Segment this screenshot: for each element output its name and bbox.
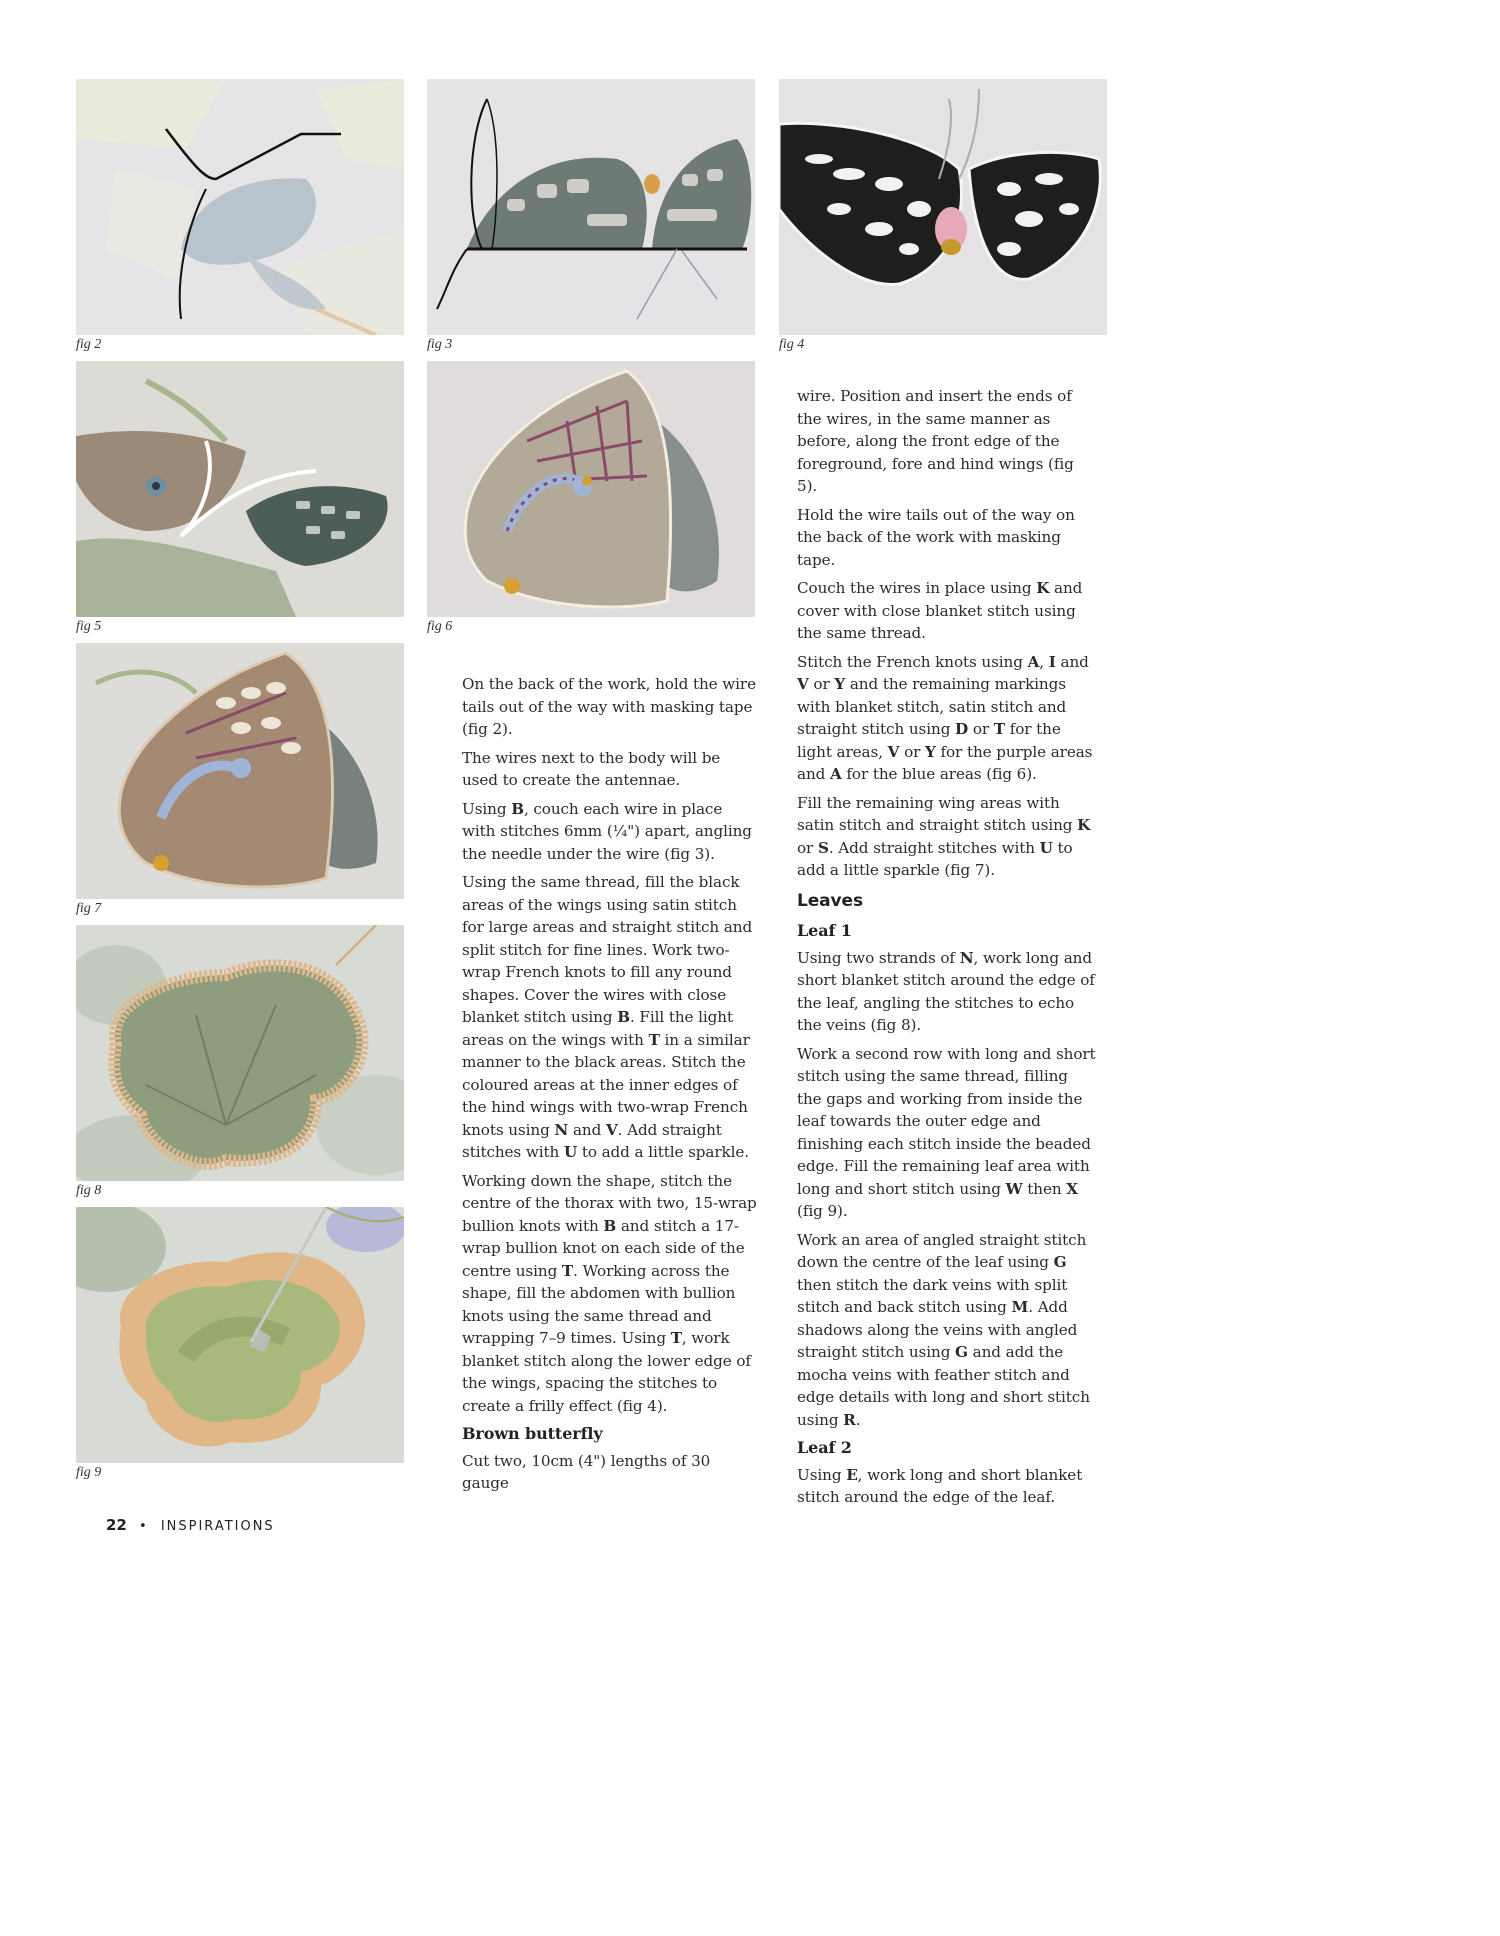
caption-fig5: fig 5 bbox=[76, 619, 102, 634]
fig9-image bbox=[76, 1207, 404, 1463]
caption-fig3: fig 3 bbox=[427, 337, 453, 352]
page-number: 22 bbox=[106, 1516, 127, 1534]
fig8-image bbox=[76, 925, 404, 1181]
paragraph: Using E, work long and short blanket stitch around the edge of the leaf. bbox=[797, 1465, 1083, 1506]
paragraph: Work a second row with long and short stitch using the same thread, filling the gaps and working from inside the leaf towards the outer edge and finishing each stitch inside the beaded edge. Fill the remaining leaf area with long and short stitch using W then X (fig 9). bbox=[797, 1044, 1096, 1220]
fig4-image bbox=[779, 79, 1107, 335]
heading-leaf-2: Leaf 2 bbox=[797, 1438, 852, 1457]
fig5-image bbox=[76, 361, 404, 617]
middle-column bbox=[462, 673, 758, 1501]
fig2-image bbox=[76, 79, 404, 335]
right-column bbox=[797, 385, 1097, 1515]
heading-leaf-1: Leaf 1 bbox=[797, 921, 852, 940]
caption-fig7: fig 7 bbox=[76, 901, 102, 916]
caption-fig9: fig 9 bbox=[76, 1465, 102, 1480]
photo-fig3 bbox=[427, 79, 755, 335]
photo-fig8 bbox=[76, 925, 404, 1181]
paragraph: Working down the shape, stitch the centre of the thorax with two, 15-wrap bullion knots with B and stitch a 17-wrap bullion knot on each side of the centre using T. Working across the shape, fill the abdomen with bullion knots using the same thread and wrapping 7–9 times. Using T, work blanket stitch along the lower edge of the wings, spacing the stitches to create a frilly effect (fig 4). bbox=[462, 1171, 757, 1415]
caption-fig2: fig 2 bbox=[76, 337, 102, 352]
photo-fig4 bbox=[779, 79, 1107, 335]
page-footer bbox=[106, 1516, 275, 1534]
paragraph: Using the same thread, fill the black areas of the wings using satin stitch for large areas and straight stitch and split stitch for fine lines. Work two-wrap French knots to fill any round shapes. Cover the wires with close blanket stitch using B. Fill the light areas on the wings with T in a similar manner to the black areas. Stitch the coloured areas at the inner edges of the hind wings with two-wrap French knots using N and V. Add straight stitches with U to add a little sparkle. bbox=[462, 873, 753, 1161]
paragraph: wire. Position and insert the ends of the wires, in the same manner as before, along the front edge of the foreground, fore and hind wings (fig 5). bbox=[797, 387, 1074, 495]
heading-brown-butterfly: Brown butterfly bbox=[462, 1424, 603, 1443]
fig6-image bbox=[427, 361, 755, 617]
paragraph: The wires next to the body will be used to create the antennae. bbox=[462, 748, 721, 789]
paragraph: Work an area of angled straight stitch down the centre of the leaf using G then stitch the dark veins with split stitch and back stitch using M. Add shadows along the veins with angled straight stitch using G and add the mocha veins with feather stitch and edge details with long and short stitch using R. bbox=[797, 1230, 1090, 1429]
paragraph: Cut two, 10cm (4") lengths of 30 gauge bbox=[462, 1451, 711, 1492]
paragraph: On the back of the work, hold the wire tails out of the way with masking tape (fig 2). bbox=[462, 675, 756, 738]
paragraph: Stitch the French knots using A, I and V or Y and the remaining markings with blanket stitch, satin stitch and straight stitch using D or T for the light areas, V or Y for the purple areas and A for the blue areas (fig 6). bbox=[797, 652, 1093, 783]
photo-fig6 bbox=[427, 361, 755, 617]
fig7-image bbox=[76, 643, 404, 899]
magazine-name: INSPIRATIONS bbox=[160, 1519, 275, 1534]
fig3-image bbox=[427, 79, 755, 335]
caption-fig4: fig 4 bbox=[779, 337, 805, 352]
photo-fig7 bbox=[76, 643, 404, 899]
photo-fig5 bbox=[76, 361, 404, 617]
footer-bullet: • bbox=[139, 1519, 149, 1534]
caption-fig6: fig 6 bbox=[427, 619, 453, 634]
paragraph: Using two strands of N, work long and short blanket stitch around the edge of the leaf, angling the stitches to echo the veins (fig 8). bbox=[797, 948, 1095, 1034]
paragraph: Hold the wire tails out of the way on the back of the work with masking tape. bbox=[797, 505, 1075, 569]
heading-leaves: Leaves bbox=[797, 890, 863, 911]
caption-fig8: fig 8 bbox=[76, 1183, 102, 1198]
photo-fig2 bbox=[76, 79, 404, 335]
photo-fig9 bbox=[76, 1207, 404, 1463]
paragraph: Fill the remaining wing areas with satin stitch and straight stitch using K or S. Add straight stitches with U to add a little sparkle (fig 7). bbox=[797, 793, 1091, 879]
paragraph: Couch the wires in place using K and cover with close blanket stitch using the same thread. bbox=[797, 579, 1083, 642]
paragraph: Using B, couch each wire in place with stitches 6mm (¼") apart, angling the needle under the wire (fig 3). bbox=[462, 799, 752, 863]
